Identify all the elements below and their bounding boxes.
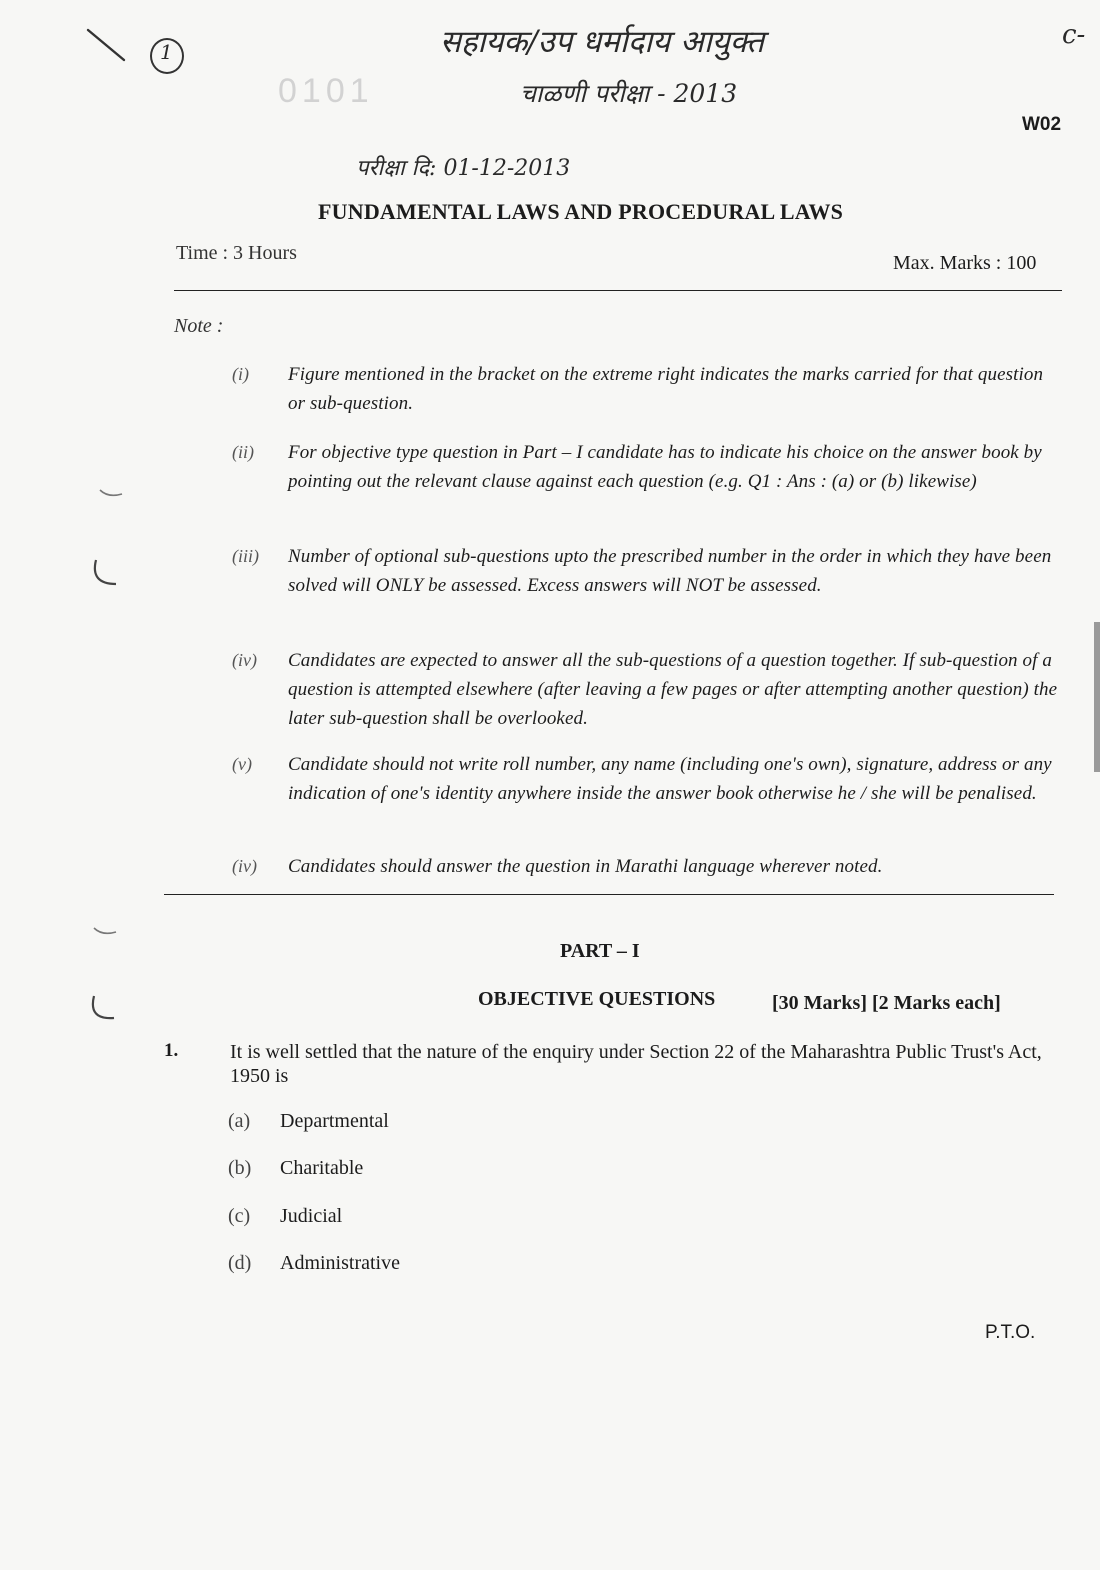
note-text: Number of optional sub-questions upto the prescribed number in the order in which they have been solved will ONLY be assessed. Excess answers will NOT be assessed. xyxy=(288,546,1052,596)
note-text: Candidates are expected to answer all the sub-questions of a question together. If sub-question of a question is attempted elsewhere (after leaving a few pages or after attempting another question) the later sub-question shall be overlooked. xyxy=(288,650,1058,729)
pen-stroke-mark xyxy=(84,26,130,66)
option-text: Departmental xyxy=(280,1110,389,1132)
paper-code: W02 xyxy=(1022,114,1062,135)
handwritten-exam-date: परीक्षा दि: 01-12-2013 xyxy=(356,156,571,181)
note-heading: Note : xyxy=(174,315,224,337)
option-text: Charitable xyxy=(280,1157,364,1179)
option-item xyxy=(228,1205,342,1228)
option-label: (a) xyxy=(228,1110,251,1132)
option-text: Administrative xyxy=(280,1252,400,1274)
option-item xyxy=(228,1252,400,1275)
max-marks: Max. Marks : 100 xyxy=(893,252,1037,274)
option-item xyxy=(228,1157,363,1180)
note-number: (iv) xyxy=(232,856,257,876)
option-label: (c) xyxy=(228,1205,251,1227)
margin-tick-mark xyxy=(90,922,120,942)
note-text: For objective type question in Part – I candidate has to indicate his choice on the answer book by pointing out the relevant clause against each question (e.g. Q1 : Ans : (a) or (b) likewise) xyxy=(288,442,1042,492)
faint-stamp-number: 0101 xyxy=(278,72,374,110)
notes-divider xyxy=(164,894,1054,895)
margin-tick-mark xyxy=(96,484,126,504)
note-number: (ii) xyxy=(232,442,254,462)
note-text: Figure mentioned in the bracket on the extreme right indicates the marks carried for that question or sub-question. xyxy=(288,364,1044,414)
note-item xyxy=(232,646,1062,733)
note-item xyxy=(232,852,1062,881)
note-number: (iii) xyxy=(232,546,259,566)
time-allowed: Time : 3 Hours xyxy=(176,242,297,264)
margin-arc-mark xyxy=(88,556,122,592)
margin-arc-mark xyxy=(86,992,120,1028)
question-number: 1. xyxy=(164,1040,179,1061)
note-item xyxy=(232,750,1062,808)
part-marks: [30 Marks] [2 Marks each] xyxy=(772,992,1001,1014)
option-text: Judicial xyxy=(280,1205,343,1227)
handwritten-corner-note: c- xyxy=(1062,20,1086,50)
note-number: (v) xyxy=(232,754,252,774)
note-item xyxy=(232,438,1062,496)
note-item xyxy=(232,542,1062,600)
option-label: (b) xyxy=(228,1157,252,1179)
option-item xyxy=(228,1110,389,1133)
question-text: It is well settled that the nature of the enquiry under Section 22 of the Maharashtra Public Trust's Act, 1950 is xyxy=(230,1041,1042,1087)
part-subtitle: OBJECTIVE QUESTIONS xyxy=(478,988,716,1010)
paper-title: FUNDAMENTAL LAWS AND PROCEDURAL LAWS xyxy=(318,199,844,224)
note-number: (i) xyxy=(232,364,249,384)
part-title: PART – I xyxy=(560,940,640,962)
header-divider xyxy=(174,290,1062,291)
handwritten-exam-name: चाळणी परीक्षा - 2013 xyxy=(520,79,738,108)
option-label: (d) xyxy=(228,1252,252,1274)
circled-number: 1 xyxy=(160,40,173,64)
handwritten-post-title: सहायक/उप धर्मादाय आयुक्त xyxy=(440,24,765,60)
note-text: Candidates should answer the question in Marathi language wherever noted. xyxy=(288,856,883,877)
note-number: (iv) xyxy=(232,650,257,670)
pto-footer: P.T.O. xyxy=(985,1322,1036,1343)
note-text: Candidate should not write roll number, any name (including one's own), signature, address or any indication of one's identity anywhere inside the answer book otherwise he / she will be penalised. xyxy=(288,754,1052,804)
scan-edge-strip xyxy=(1094,622,1100,772)
note-item xyxy=(232,360,1062,418)
